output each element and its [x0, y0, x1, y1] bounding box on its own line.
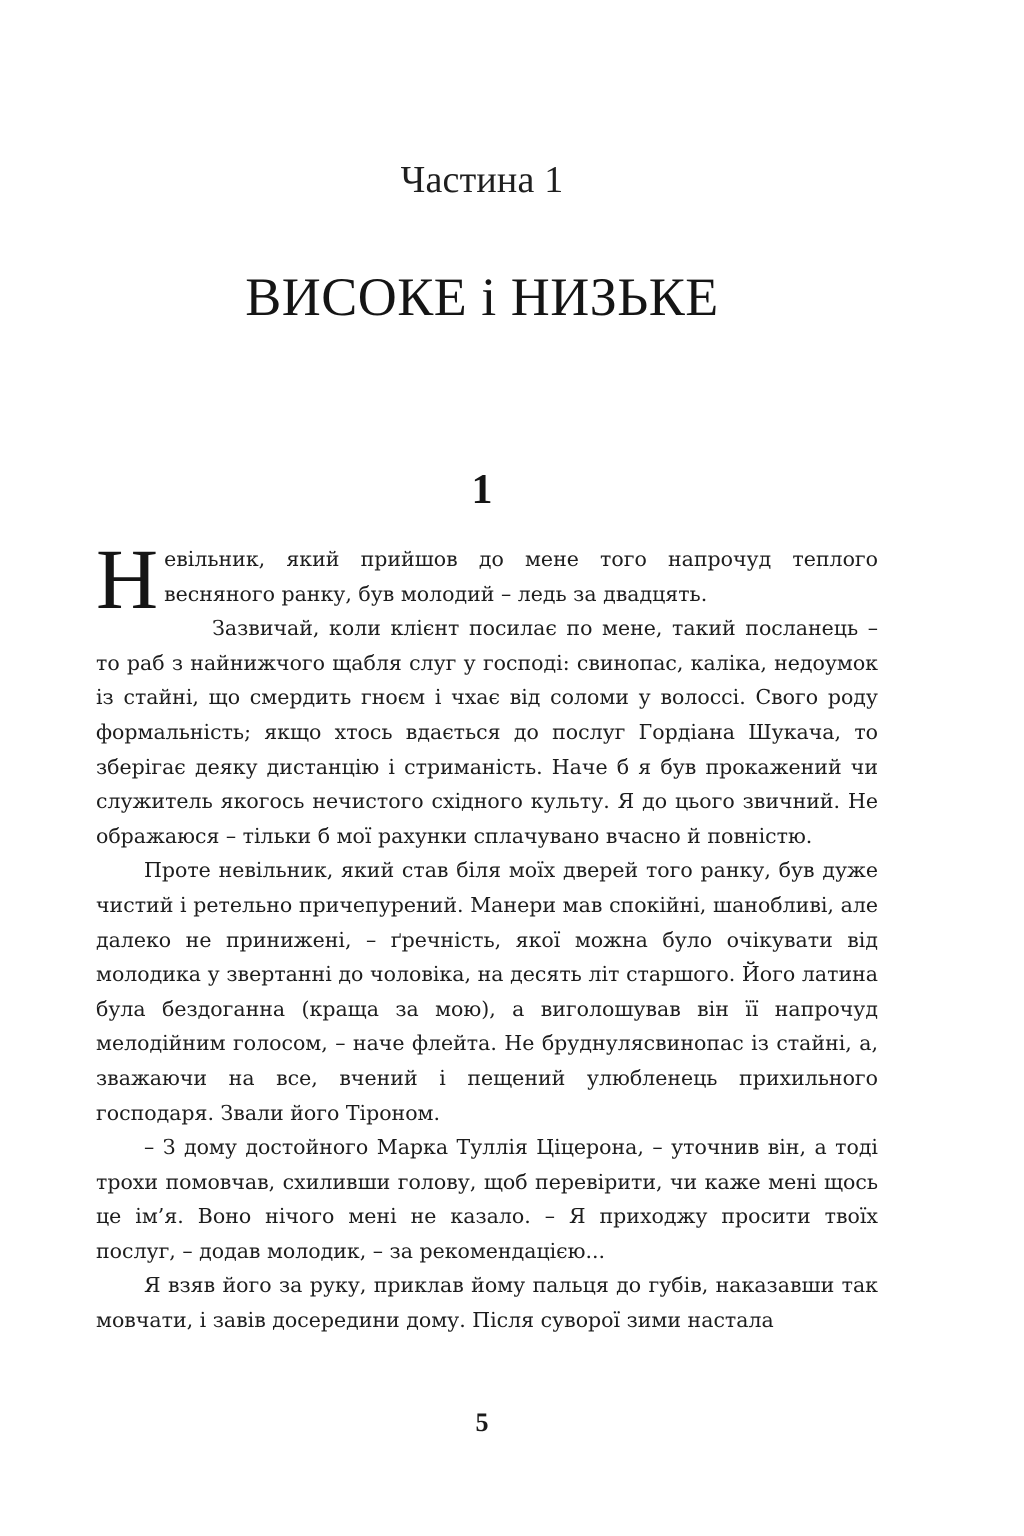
paragraph-2: Зазвичай, коли клієнт посилає по мене, такий посланець – то раб з найнижчого щабля слуг у господі: свинопас, каліка, недоумок із стайні, що смердить гноєм і чхає від соломи у волоссі. Свого роду формальність; якщо хтось вдається до послуг Гордіана Шукача, то зберігає деяку дистанцію і стриманість. Наче б я був прокажений чи служитель якогось нечистого східного культу. Я до цього звичний. Не ображаюся – тільки б мої рахунки сплачувано вчасно й повністю.	[96, 616, 878, 848]
paragraph-5: Я взяв його за руку, приклав йому пальця до губів, наказавши так мовчати, і завів досередини дому. Після суворої зими настала	[96, 1273, 878, 1333]
paragraph-1-text: евільник, який прийшов до мене того напрочуд теплого весняного ранку, був молодий – ледь за двадцять.	[164, 547, 878, 606]
part-title: ВИСОКЕ і НИЗЬКЕ	[245, 267, 719, 327]
drop-cap: Н	[96, 531, 159, 627]
chapter-number: 1	[471, 467, 493, 513]
paragraph-4: – З дому достойного Марка Туллія Ціцерона, – уточнив він, а тоді трохи помовчав, схиливши голову, щоб перевірити, чи каже мені щось це ім’я. Воно нічого мені не казало. – Я приходжу просити твоїх послуг, – додав молодик, – за рекомендацією...	[96, 1135, 878, 1263]
paragraph-1	[96, 531, 878, 627]
page-number: 5	[475, 1408, 489, 1437]
body-text	[96, 531, 878, 1338]
part-label: Частина 1	[400, 159, 564, 201]
paragraph-3: Проте невільник, який став біля моїх дверей того ранку, був дуже чистий і ретельно причепурений. Манери мав спокійні, шанобливі, але далеко не принижені, – ґречність, якої можна було очікувати від молодика у звертанні до чоловіка, на десять літ старшого. Його латина була бездоганна (краща за мою), а виголошував він її напрочуд мелодійним голосом, – наче флейта. Не бруднулясвинопас із стайні, а, зважаючи на все, вчений і пещений улюбленець прихильного господаря. Звали його Тіроном.	[96, 858, 878, 1125]
